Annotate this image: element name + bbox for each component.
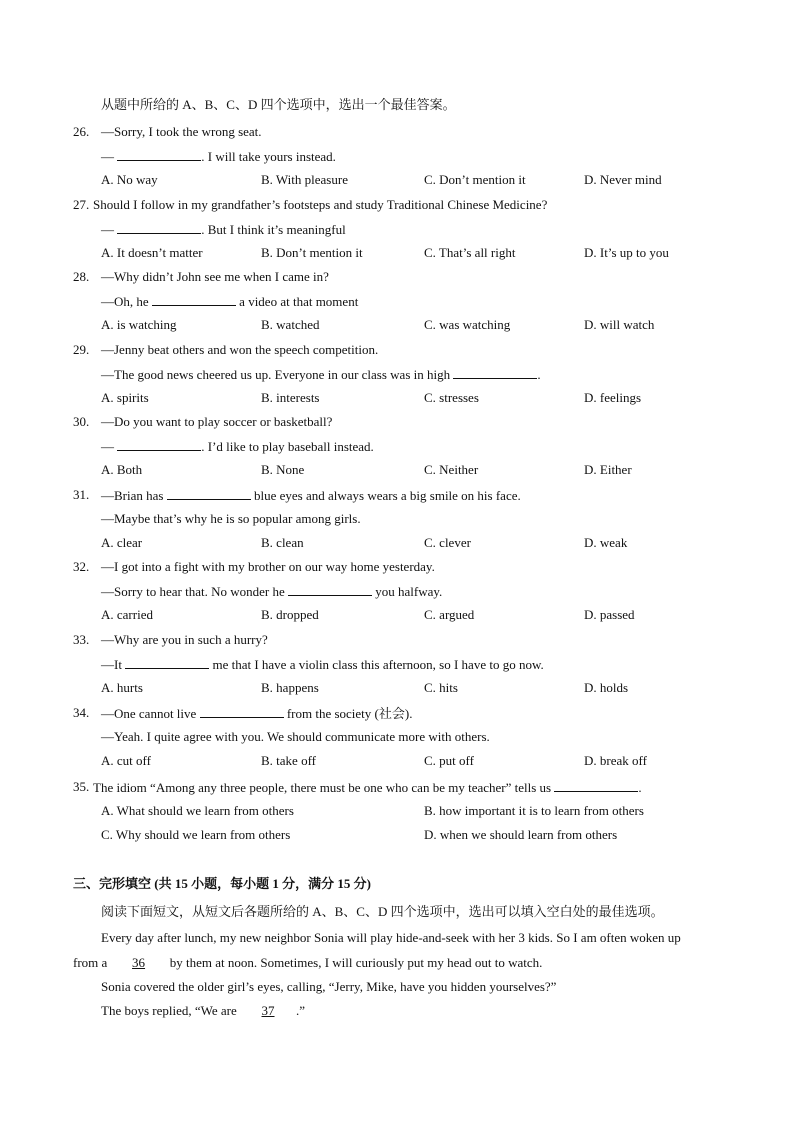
question-number: 27. xyxy=(73,197,90,212)
answer-option[interactable]: A. is watching xyxy=(101,317,177,332)
question-text: —One cannot live xyxy=(101,706,200,721)
answer-blank[interactable] xyxy=(167,487,251,500)
question-line xyxy=(101,656,544,673)
answer-option[interactable]: B. clean xyxy=(261,535,304,550)
question-number: 29. xyxy=(73,342,90,357)
answer-option[interactable]: A. clear xyxy=(101,535,143,550)
answer-blank[interactable] xyxy=(117,438,201,451)
question-text: —Why didn’t John see me when I came in? xyxy=(101,269,329,284)
question-text: —It xyxy=(101,657,126,672)
answer-option[interactable]: D. Either xyxy=(584,462,632,477)
answer-option[interactable]: B. With pleasure xyxy=(261,172,348,187)
answer-option[interactable]: C. That’s all right xyxy=(424,245,516,260)
answer-option[interactable]: A. Both xyxy=(101,462,143,477)
answer-option[interactable]: D. passed xyxy=(584,607,635,622)
answer-option[interactable]: B. take off xyxy=(261,753,316,768)
question-text: —Do you want to play soccer or basketball? xyxy=(101,414,333,429)
answer-option[interactable]: C. clever xyxy=(424,535,471,550)
answer-option[interactable]: A. No way xyxy=(101,172,158,187)
question-text: —Brian has xyxy=(101,488,167,503)
answer-blank[interactable] xyxy=(453,366,537,379)
answer-option[interactable]: D. break off xyxy=(584,753,647,768)
answer-option[interactable]: C. Don’t mention it xyxy=(424,172,526,187)
answer-option[interactable]: B. how important it is to learn from others xyxy=(424,803,644,818)
passage-text: by them at noon. Sometimes, I will curiously put my head out to watch. xyxy=(166,955,543,970)
question-text: . I will take yours instead. xyxy=(201,149,336,164)
question-line xyxy=(101,366,541,383)
answer-option[interactable]: A. carried xyxy=(101,607,153,622)
question-text: me that I have a violin class this afternoon, so I have to go now. xyxy=(209,657,544,672)
answer-option[interactable]: B. dropped xyxy=(261,607,319,622)
question-text: . I’d like to play baseball instead. xyxy=(201,439,374,454)
question-text: —Yeah. I quite agree with you. We should communicate more with others. xyxy=(101,729,490,744)
question-text: Should I follow in my grandfather’s footsteps and study Traditional Chinese Medicine? xyxy=(93,197,548,212)
answer-blank[interactable] xyxy=(200,705,284,718)
answer-option[interactable]: B. happens xyxy=(261,680,319,695)
answer-blank[interactable] xyxy=(117,221,201,234)
passage-text: .” xyxy=(296,1003,306,1018)
question-number: 26. xyxy=(73,124,90,139)
answer-option[interactable]: D. It’s up to you xyxy=(584,245,669,260)
answer-option[interactable]: B. Don’t mention it xyxy=(261,245,363,260)
question-line xyxy=(101,293,358,310)
question-line xyxy=(101,438,374,455)
question-text: — xyxy=(101,439,118,454)
passage-line: Sonia covered the older girl’s eyes, calling, “Jerry, Mike, have you hidden yourselves?” xyxy=(101,979,557,994)
answer-option[interactable]: C. argued xyxy=(424,607,475,622)
question-text: . xyxy=(638,780,642,795)
blank-37[interactable]: 37 xyxy=(261,1003,275,1018)
question-text: . But I think it’s meaningful xyxy=(201,222,346,237)
question-text: —Jenny beat others and won the speech competition. xyxy=(101,342,379,357)
question-text: from the society (社会). xyxy=(283,706,413,721)
question-text: —I got into a fight with my brother on our way home yesterday. xyxy=(101,559,435,574)
answer-option[interactable]: C. hits xyxy=(424,680,458,695)
answer-blank[interactable] xyxy=(288,583,372,596)
question-text: a video at that moment xyxy=(235,294,359,309)
answer-option[interactable]: D. holds xyxy=(584,680,629,695)
answer-option[interactable]: D. Never mind xyxy=(584,172,662,187)
blank-36[interactable]: 36 xyxy=(132,955,146,970)
question-text: you halfway. xyxy=(372,584,443,599)
question-number: 28. xyxy=(73,269,90,284)
question-text: —Sorry to hear that. No wonder he xyxy=(101,584,289,599)
passage-line xyxy=(101,1003,305,1019)
question-text: —Why are you in such a hurry? xyxy=(101,632,268,647)
question-line xyxy=(101,221,346,238)
question-text: —Maybe that’s why he is so popular among girls. xyxy=(101,511,361,526)
question-line xyxy=(101,632,268,648)
question-text: — xyxy=(101,222,118,237)
answer-option[interactable]: D. weak xyxy=(584,535,628,550)
answer-option[interactable]: C. Why should we learn from others xyxy=(101,827,291,842)
question-text: — xyxy=(101,149,118,164)
section-instruction-cloze: 阅读下面短文，从短文后各题所给的 A、B、C、D 四个选项中，选出可以填入空白处的最佳选项。 xyxy=(101,904,664,919)
question-number: 35. xyxy=(73,779,90,794)
passage-text: from a xyxy=(73,955,111,970)
question-line xyxy=(93,779,642,796)
question-text: —Sorry, I took the wrong seat. xyxy=(101,124,262,139)
answer-option[interactable]: A. hurts xyxy=(101,680,143,695)
answer-option[interactable]: B. watched xyxy=(261,317,320,332)
answer-option[interactable]: C. was watching xyxy=(424,317,511,332)
section-heading: 三、完形填空 (共 15 小题，每小题 1 分，满分 15 分) xyxy=(73,876,371,891)
section-instruction: 从题中所给的 A、B、C、D 四个选项中，选出一个最佳答案。 xyxy=(101,97,456,112)
answer-option[interactable]: A. cut off xyxy=(101,753,151,768)
question-number: 30. xyxy=(73,414,90,429)
question-text: —Oh, he xyxy=(101,294,152,309)
question-text: . xyxy=(537,367,541,382)
passage-text: The boys replied, “We are xyxy=(101,1003,241,1018)
answer-blank[interactable] xyxy=(554,779,638,792)
question-line xyxy=(101,487,521,504)
question-number: 32. xyxy=(73,559,90,574)
question-line xyxy=(101,414,332,430)
answer-option[interactable]: B. None xyxy=(261,462,305,477)
question-number: 33. xyxy=(73,632,90,647)
answer-blank[interactable] xyxy=(125,656,209,669)
passage-line: Every day after lunch, my new neighbor Sonia will play hide-and-seek with her 3 kids. So I am often woken up xyxy=(101,930,681,945)
answer-blank[interactable] xyxy=(117,148,201,161)
answer-option[interactable]: A. What should we learn from others xyxy=(101,803,294,818)
question-number: 34. xyxy=(73,705,90,720)
answer-blank[interactable] xyxy=(152,293,236,306)
answer-option[interactable]: D. will watch xyxy=(584,317,655,332)
question-number: 31. xyxy=(73,487,90,502)
question-text: blue eyes and always wears a big smile on his face. xyxy=(250,488,521,503)
question-line xyxy=(101,269,329,285)
answer-option[interactable]: C. Neither xyxy=(424,462,479,477)
question-line xyxy=(101,342,378,358)
passage-line xyxy=(73,955,542,971)
question-line xyxy=(101,511,361,527)
answer-option[interactable]: C. stresses xyxy=(424,390,479,405)
question-line xyxy=(101,148,336,165)
answer-option[interactable]: D. when we should learn from others xyxy=(424,827,618,842)
question-line xyxy=(101,705,412,722)
question-line xyxy=(101,729,490,745)
answer-option[interactable]: D. feelings xyxy=(584,390,642,405)
answer-option[interactable]: A. It doesn’t matter xyxy=(101,245,203,260)
answer-option[interactable]: A. spirits xyxy=(101,390,149,405)
question-line xyxy=(101,124,262,140)
question-line xyxy=(101,583,442,600)
question-line xyxy=(101,559,435,575)
question-text: —The good news cheered us up. Everyone in our class was in high xyxy=(101,367,454,382)
answer-option[interactable]: C. put off xyxy=(424,753,474,768)
answer-option[interactable]: B. interests xyxy=(261,390,320,405)
question-line xyxy=(93,197,547,213)
question-text: The idiom “Among any three people, there must be one who can be my teacher” tells us xyxy=(93,780,555,795)
